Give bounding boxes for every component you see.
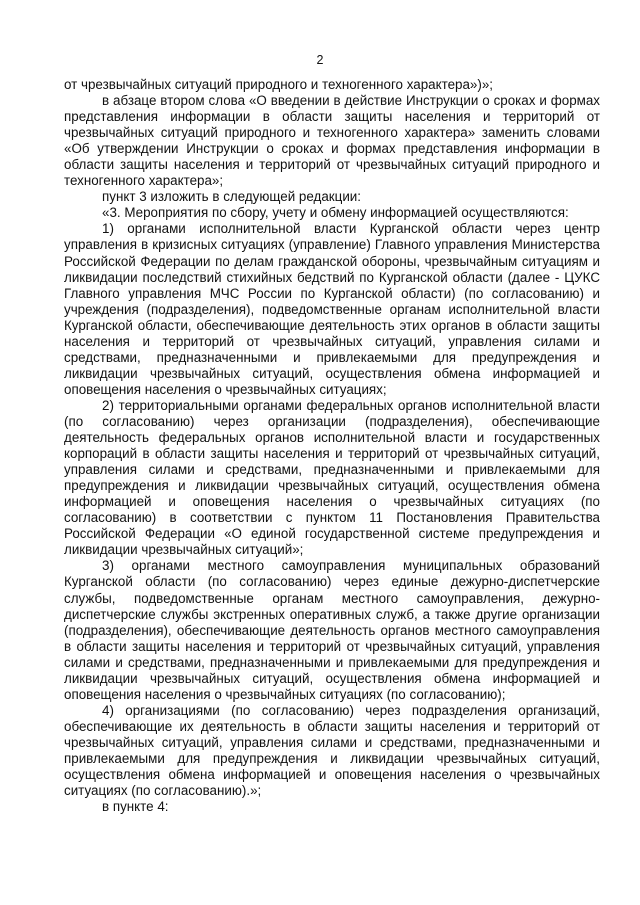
paragraph: 1) органами исполнительной власти Курганской области через центр управления в кризисных ситуациях (управление) Главного управления Министерства Российской Федерации по делам гражданской обороны, чрезвычайным ситуациям и ликвидации последствий стихийных бедствий по Курганской области (далее - ЦУКС Главного управления МЧС России по Курганской области) (по согласованию) и учреждения (подразделения), подведомственные органам исполнительной власти Курганской области, обеспечивающие деятельность этих органов в области защиты населения и территорий от чрезвычайных ситуаций, управления силами и средствами, предназначенными и привлекаемыми для предупреждения и ликвидации чрезвычайных ситуаций, осуществления обмена информацией и оповещения населения о чрезвычайных ситуациях; [64,221,600,397]
paragraph: 2) территориальными органами федеральных органов исполнительной власти (по согласованию) через организации (подразделения), обеспечивающие деятельность федеральных органов исполнительной власти и государственных корпораций в области защиты населения и территорий от чрезвычайных ситуаций, управления силами и средствами, предназначенными и привлекаемыми для предупреждения и ликвидации чрезвычайных ситуаций, осуществления обмена информацией и оповещения населения о чрезвычайных ситуациях (по согласованию) в соответствии с пунктом 11 Постановления Правительства Российской Федерации «О единой государственной системе предупреждения и ликвидации чрезвычайных ситуаций»; [64,397,600,558]
document-body [64,77,600,815]
paragraph: 3) органами местного самоуправления муниципальных образований Курганской области (по согласованию) через единые дежурно-диспетчерские службы, подведомственные органам местного самоуправления, дежурно-диспетчерские службы экстренных оперативных служб, а также другие организации (подразделения), обеспечивающие деятельность органов местного самоуправления в области защиты населения и территорий от чрезвычайных ситуаций, управления силами и средствами, предназначенными и привлекаемыми для предупреждения и ликвидации чрезвычайных ситуаций, осуществления обмена информацией и оповещения населения о чрезвычайных ситуациях (по согласованию); [64,558,600,702]
paragraph: в абзаце втором слова «О введении в действие Инструкции о сроках и формах представления информации в области защиты населения и территорий от чрезвычайных ситуаций природного и техногенного характера» заменить словами «Об утверждении Инструкции о сроках и формах представления информации в области защиты населения и территорий от чрезвычайных ситуаций природного и техногенного характера»; [64,93,600,189]
paragraph: от чрезвычайных ситуаций природного и техногенного характера»)»; [64,77,493,92]
paragraph: «3. Мероприятия по сбору, учету и обмену информацией осуществляются: [102,205,569,221]
paragraph: пункт 3 изложить в следующей редакции: [102,189,361,205]
page-number: 2 [316,53,324,67]
paragraph: 4) организациями (по согласованию) через подразделения организаций, обеспечивающие их деятельность в области защиты населения и территорий от чрезвычайных ситуаций, управления силами и средствами, предназначенными и привлекаемыми для предупреждения и ликвидации чрезвычайных ситуаций, осуществления обмена информацией и оповещения населения о чрезвычайных ситуациях (по согласованию).»; [64,702,600,799]
paragraph: в пункте 4: [102,799,169,815]
